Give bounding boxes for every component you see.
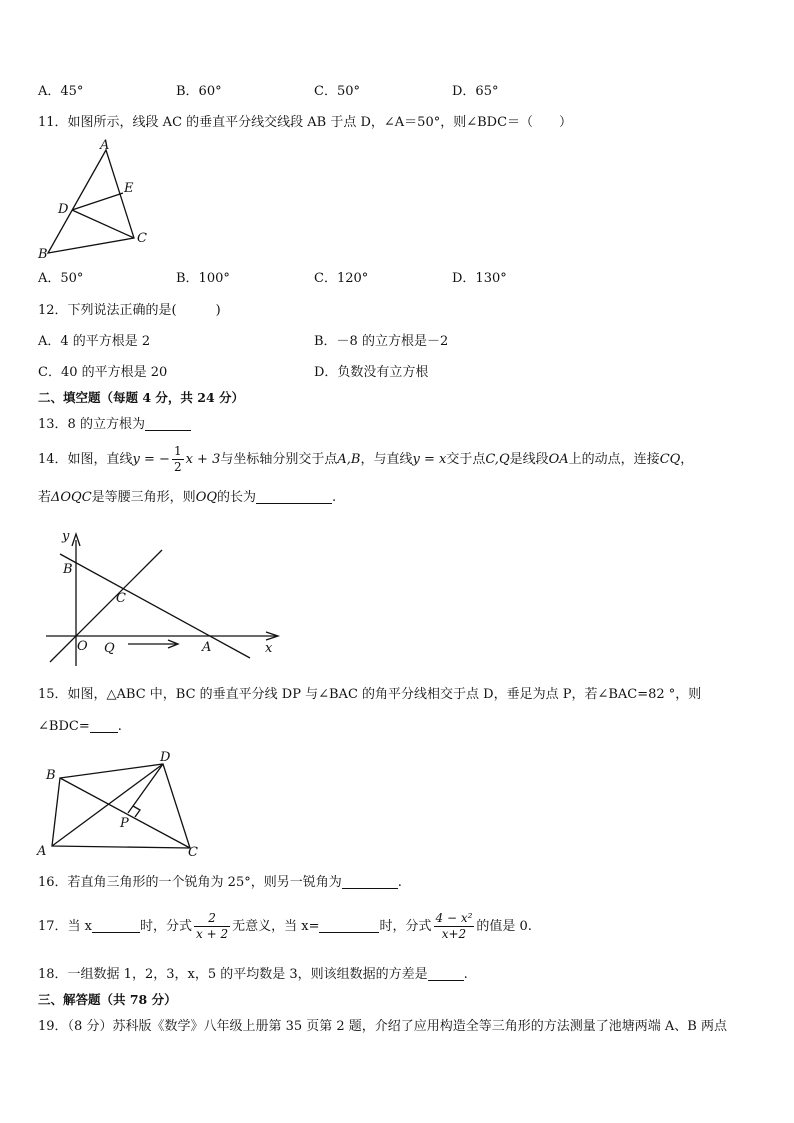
q14-label-y: y — [62, 529, 70, 544]
q15-label-c: C — [188, 845, 198, 860]
q17-text-5: 的值是 0. — [476, 919, 532, 934]
q11-figure — [30, 138, 160, 263]
q18-text: 18．一组数据 1，2，3，x，5 的平均数是 3，则该组数据的方差是 — [38, 967, 428, 982]
q14-text-2: 与坐标轴分别交于点 — [220, 452, 338, 467]
q11-option-b: B．100° — [176, 271, 230, 286]
q12-option-b: B．－8 的立方根是－2 — [314, 334, 449, 349]
q14-segment-oa: OA — [548, 452, 569, 467]
q14-text-9: 是等腰三角形，则 — [91, 490, 196, 505]
q12-option-c: C．40 的平方根是 20 — [38, 365, 168, 380]
q17-answer-blank-1[interactable] — [92, 918, 140, 933]
q15-period: . — [117, 719, 122, 734]
q12-option-d: D．负数没有立方根 — [314, 365, 429, 380]
q14-text-4: 交于点 — [446, 452, 486, 467]
q14-text-5: 是线段 — [509, 452, 549, 467]
q16-period: . — [397, 875, 402, 890]
q11-label-c: C — [137, 231, 147, 246]
q14-triangle: ΔOQC — [51, 490, 92, 505]
q16 — [38, 874, 402, 892]
q15-answer-blank[interactable] — [90, 718, 118, 733]
q14-line2 — [38, 489, 336, 507]
q16-text: 16．若直角三角形的一个锐角为 25°，则另一锐角为 — [38, 875, 342, 890]
q14-label-o: O — [77, 639, 88, 654]
q14-line-ab — [60, 554, 250, 658]
q11-label-e: E — [124, 181, 134, 196]
q14-text-3: ，与直线 — [360, 452, 413, 467]
q15-right-angle-mark — [133, 806, 140, 817]
q14-eq-rest: x + 3 — [185, 452, 221, 467]
q17-f1-den: x + 2 — [196, 927, 229, 941]
q17-f2-num: 4 − x² — [435, 911, 473, 925]
q11-option-a: A．50° — [38, 271, 84, 286]
q14-label-b: B — [63, 562, 73, 577]
q11-stem: 11．如图所示，线段 AC 的垂直平分线交线段 AB 于点 D，∠A＝50°，则∠BDC＝（ ） — [38, 115, 573, 130]
q18-answer-blank[interactable] — [428, 966, 464, 981]
q16-answer-blank[interactable] — [342, 874, 398, 889]
q17-text-1: 17．当 x — [38, 919, 93, 934]
q15-label-d: D — [160, 750, 171, 765]
q14-figure — [40, 526, 285, 668]
q14-text-7: ， — [680, 452, 694, 467]
q11-option-c: C．120° — [314, 271, 369, 286]
q14-segment-oq: OQ — [195, 490, 218, 505]
q13-answer-blank[interactable] — [145, 416, 191, 431]
q12-option-a: A．4 的平方根是 2 — [38, 334, 151, 349]
q15-quad-outline — [52, 764, 190, 848]
q17-answer-blank-2[interactable] — [319, 918, 379, 933]
q15-label-a: A — [37, 844, 47, 859]
q14-label-x: x — [265, 641, 273, 656]
section-fill-in-heading: 二、填空题（每题 4 分，共 24 分） — [38, 390, 245, 405]
q14-frac-num: 1 — [173, 444, 182, 458]
q14-label-q: Q — [104, 641, 115, 656]
q11-label-b: B — [38, 247, 48, 262]
q13 — [38, 416, 191, 434]
q17-f2-den: x+2 — [441, 927, 467, 941]
q14-segment-cq: CQ — [659, 452, 681, 467]
q17-text-3: 无意义，当 x= — [232, 919, 320, 934]
q15-figure — [32, 748, 207, 860]
q17 — [38, 905, 532, 949]
q11-label-d: D — [58, 202, 69, 217]
q18 — [38, 966, 468, 984]
q17-text-2: 时，分式 — [140, 919, 193, 934]
q14-points-ab: A,B — [337, 452, 361, 467]
q17-f1-num: 2 — [194, 911, 230, 927]
q17-text-4: 时，分式 — [379, 919, 432, 934]
q15-line1: 15．如图，△ABC 中，BC 的垂直平分线 DP 与∠BAC 的角平分线相交于点 D，垂足为点 P，若∠BAC=82 °，则 — [38, 687, 702, 702]
q14-period: . — [332, 490, 337, 505]
q15-line2 — [38, 718, 122, 736]
q14-text-10: 的长为 — [217, 490, 257, 505]
q10-option-d: D．65° — [452, 84, 499, 99]
q14-frac-den: 2 — [173, 460, 182, 474]
q14-eq-y: y = − — [132, 452, 170, 467]
q15-angle-label: ∠BDC= — [38, 719, 90, 734]
q14-fraction — [172, 444, 184, 475]
q17-fraction-2 — [434, 911, 475, 942]
q15-label-b: B — [46, 768, 56, 783]
q14-label-a: A — [202, 640, 212, 655]
q14-line1 — [38, 443, 693, 477]
q18-period: . — [463, 967, 468, 982]
q11-line-dc — [72, 210, 134, 238]
q14-eq-yx: y = x — [412, 452, 447, 467]
q11-label-a: A — [100, 138, 110, 153]
q14-text-1: 14．如图，直线 — [38, 452, 133, 467]
q14-text-8: 若 — [38, 490, 52, 505]
q13-text: 13．8 的立方根为 — [38, 417, 145, 432]
q14-text-6: 上的动点，连接 — [568, 452, 660, 467]
q12-stem: 12．下列说法正确的是( ) — [38, 303, 221, 318]
q19-text: 19．（8 分）苏科版《数学》八年级上册第 35 页第 2 题，介绍了应用构造全等三角形的方法测量了池塘两端 A、B 两点 — [38, 1019, 727, 1034]
q11-option-d: D．130° — [452, 271, 507, 286]
q10-option-b: B．60° — [176, 84, 222, 99]
section-solution-heading: 三、解答题（共 78 分） — [38, 992, 177, 1007]
q14-points-cq: C,Q — [485, 452, 510, 467]
q14-label-c: C — [116, 591, 126, 606]
q15-label-p: P — [120, 816, 129, 831]
q17-fraction-1 — [194, 911, 230, 942]
q10-option-a: A．45° — [38, 84, 84, 99]
q10-option-c: C．50° — [314, 84, 360, 99]
q14-answer-blank[interactable] — [256, 489, 332, 504]
